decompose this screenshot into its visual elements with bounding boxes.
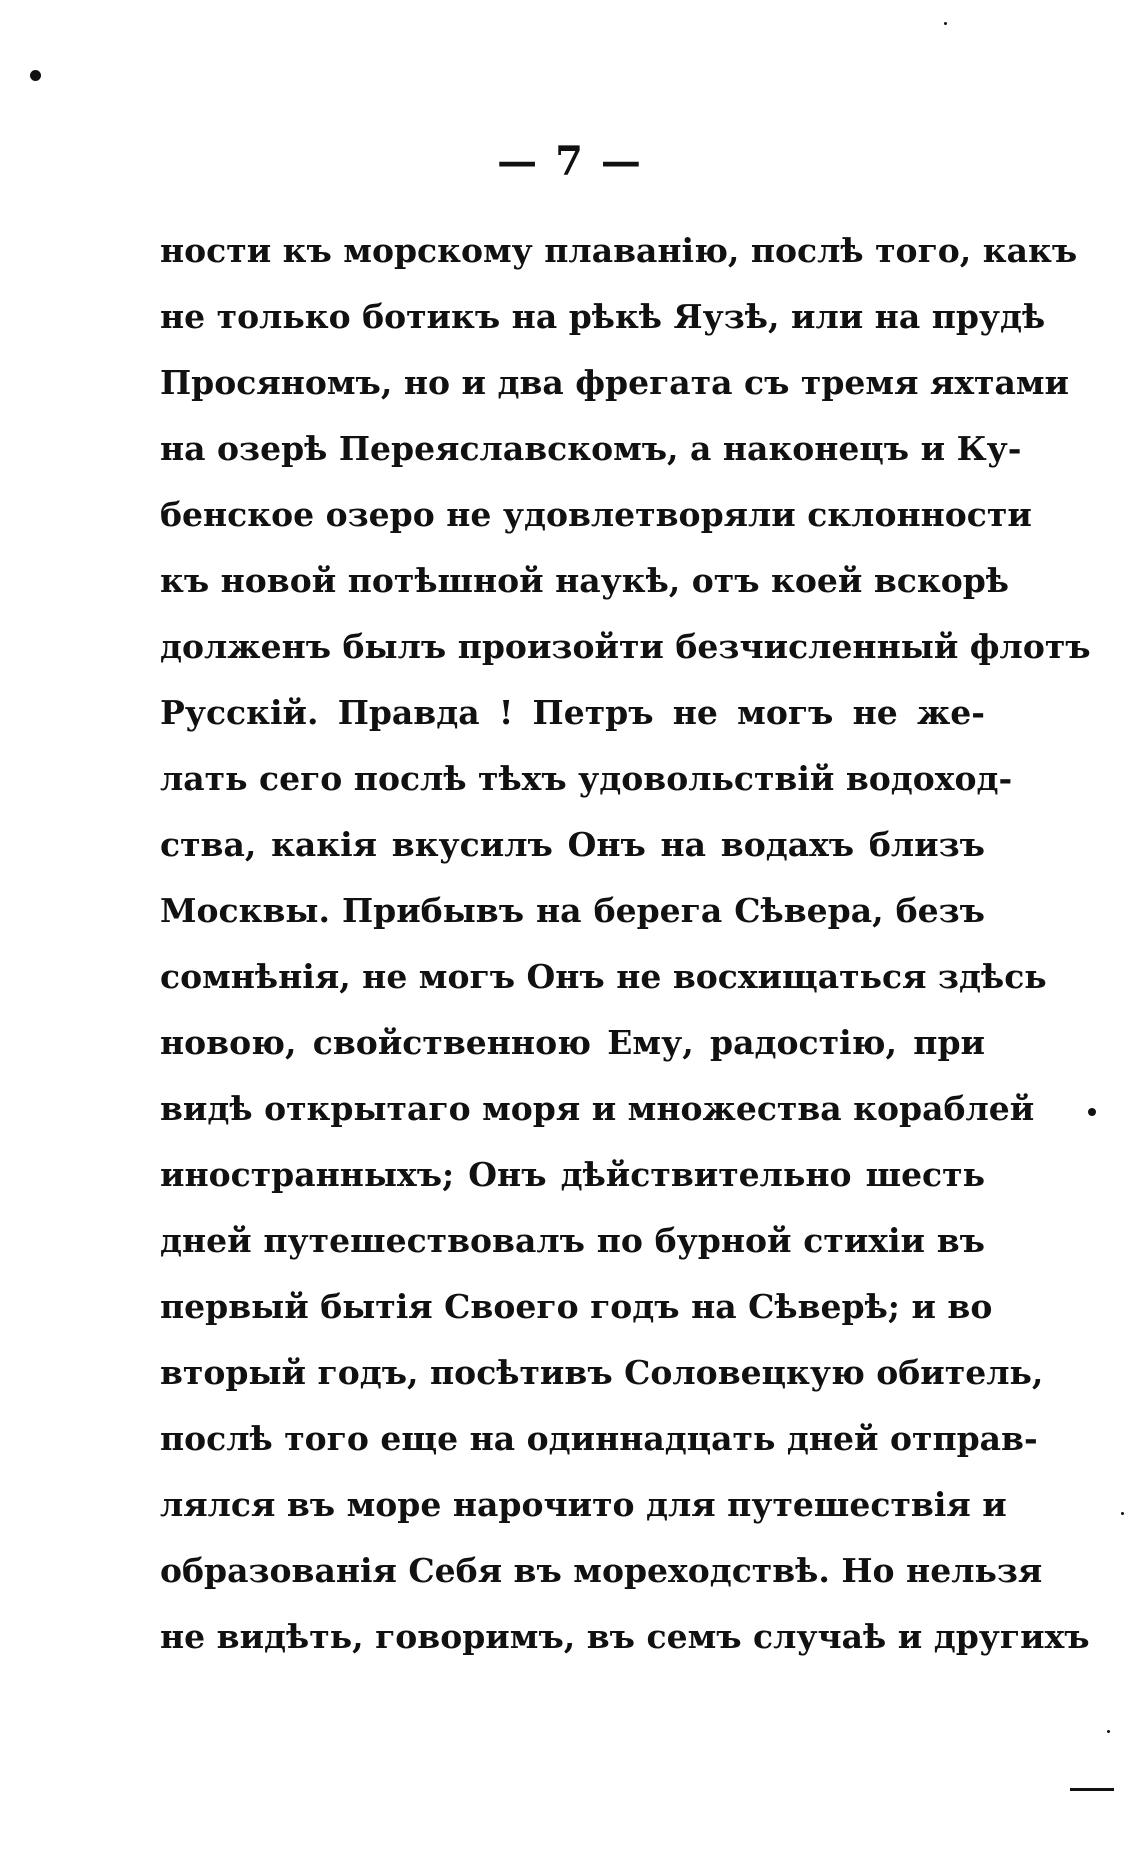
text-line: къ новой потѣшной наукѣ, отъ коей вскорѣ [160,561,1009,600]
text-line: образованія Себя въ мореходствѣ. Но нельзя [160,1551,1043,1590]
text-line: долженъ былъ произойти безчисленный флотъ [160,627,1091,666]
text-line: лялся въ море нарочито для путешествія и [160,1485,1007,1524]
text-line: на озерѣ Переяславскомъ, а наконецъ и Ку- [160,429,1022,468]
text-line: ства, какія вкусилъ Онъ на водахъ близъ [160,825,985,864]
text-line: вторый годъ, посѣтивъ Соловецкую обитель, [160,1353,1044,1392]
ink-speck [30,70,41,81]
text-line: не видѣть, говоримъ, въ семъ случаѣ и другихъ [160,1617,1090,1656]
text-line: иностранныхъ; Онъ дѣйствительно шесть [160,1155,985,1194]
ink-speck [1107,1730,1110,1733]
ink-speck [1121,1512,1124,1515]
text-line: бенское озеро не удовлетворяли склонности [160,495,1032,534]
text-line: видѣ открытаго моря и множества кораблей [160,1089,1035,1128]
ink-speck [944,22,947,25]
margin-rule-mark [1070,1788,1114,1791]
text-line: ности къ морскому плаванію, послѣ того, какъ [160,231,1078,270]
text-line: Просяномъ, но и два фрегата съ тремя яхтами [160,363,1069,402]
page-number: — 7 — [497,138,643,185]
text-line: новою, свойственною Ему, радостію, при [160,1023,985,1062]
text-line: сомнѣнія, не могъ Онъ не восхищаться здѣсь [160,957,1047,996]
ink-speck [1088,1108,1096,1116]
text-line: Москвы. Прибывъ на берега Сѣвера, безъ [160,891,985,930]
text-line: лать сего послѣ тѣхъ удовольствій водоход- [160,759,1013,798]
text-line: послѣ того еще на одиннадцать дней отправ- [160,1419,1038,1458]
text-line: дней путешествовалъ по бурной стихіи въ [160,1221,985,1260]
text-line: первый бытія Своего годъ на Сѣверѣ; и во [160,1287,993,1326]
text-line: Русскій. Правда ! Петръ не могъ не же- [160,693,985,732]
text-line: не только ботикъ на рѣкѣ Яузѣ, или на прудѣ [160,297,1046,336]
body-text [160,218,1091,1670]
